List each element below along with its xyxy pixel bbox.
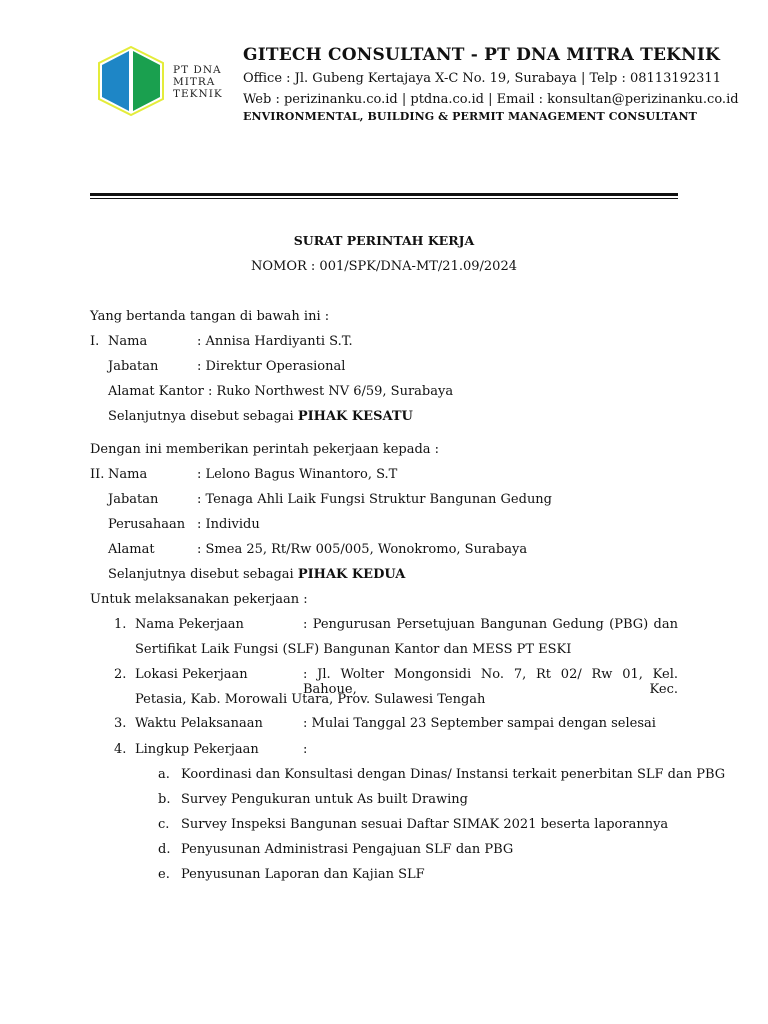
party2-company-label: Perusahaan xyxy=(108,517,186,532)
work-item-label: Lokasi Pekerjaan xyxy=(135,667,248,682)
scope-item-text: Survey Inspeksi Bangunan sesuai Daftar SIMAK 2021 beserta laporannya xyxy=(181,817,669,832)
scope-item-text: Penyusunan Laporan dan Kajian SLF xyxy=(181,867,425,882)
party1-reference xyxy=(108,409,413,424)
company-name: GITECH CONSULTANT - PT DNA MITRA TEKNIK xyxy=(243,45,720,65)
party2-number: II. xyxy=(90,467,105,482)
office-contact: Office : Jl. Gubeng Kertajaya X-C No. 19, Surabaya | Telp : 08113192311 xyxy=(243,71,721,86)
party1-number: I. xyxy=(90,334,100,349)
intro-text: Yang bertanda tangan di bawah ini : xyxy=(90,309,330,324)
scope-item-text: Penyusunan Administrasi Pengajuan SLF dan PBG xyxy=(181,842,514,857)
work-item-value: : Mulai Tanggal 23 September sampai dengan selesai xyxy=(303,716,656,731)
header-divider-thin xyxy=(90,198,678,199)
party1-reference-prefix: Selanjutnya disebut sebagai xyxy=(108,409,298,424)
work-item-value: : Jl. Wolter Mongonsidi No. 7, Rt 02/ Rw 01, Kel. Bahoue, Kec. xyxy=(303,667,678,697)
scope-item-letter: b. xyxy=(158,792,171,807)
work-item-number: 2. xyxy=(114,667,127,682)
party1-reference-name: PIHAK KESATU xyxy=(297,409,413,424)
party2-name-value: : Lelono Bagus Winantoro, S.T xyxy=(197,467,398,482)
party2-name-label: Nama xyxy=(108,467,148,482)
party2-address-label: Alamat xyxy=(108,542,155,557)
logo-text-line: TEKNIK xyxy=(173,88,223,100)
work-item-number: 1. xyxy=(114,617,127,632)
work-item-value: : xyxy=(303,742,308,757)
company-tagline: ENVIRONMENTAL, BUILDING & PERMIT MANAGEMENT CONSULTANT xyxy=(243,110,697,123)
party2-reference xyxy=(108,567,405,582)
party1-position-value: : Direktur Operasional xyxy=(197,359,346,374)
work-item-value-continued: Petasia, Kab. Morowali Utara, Prov. Sulawesi Tengah xyxy=(135,692,486,707)
header-divider xyxy=(90,193,678,196)
work-item-label: Lingkup Pekerjaan xyxy=(135,742,259,757)
work-item-number: 4. xyxy=(114,742,127,757)
party1-address: Alamat Kantor : Ruko Northwest NV 6/59, Surabaya xyxy=(108,384,454,399)
party1-name-value: : Annisa Hardiyanti S.T. xyxy=(197,334,353,349)
work-item-number: 3. xyxy=(114,716,127,731)
scope-item-letter: c. xyxy=(158,817,170,832)
logo-text-line: MITRA xyxy=(173,76,216,88)
company-logo-icon xyxy=(95,45,167,117)
party2-reference-prefix: Selanjutnya disebut sebagai xyxy=(108,567,298,582)
party2-position-value: : Tenaga Ahli Laik Fungsi Struktur Bangunan Gedung xyxy=(197,492,553,507)
party2-address-value: : Smea 25, Rt/Rw 005/005, Wonokromo, Surabaya xyxy=(197,542,528,557)
party1-name-label: Nama xyxy=(108,334,148,349)
work-item-value: : Pengurusan Persetujuan Bangunan Gedung (PBG) dan xyxy=(303,617,678,632)
work-item-label: Waktu Pelaksanaan xyxy=(135,716,263,731)
web-contact: Web : perizinanku.co.id | ptdna.co.id | Email : konsultan@perizinanku.co.id xyxy=(243,92,739,107)
logo-wordmark xyxy=(173,64,223,100)
scope-item-text: Survey Pengukuran untuk As built Drawing xyxy=(181,792,468,807)
logo-text-line: PT DNA xyxy=(173,64,222,76)
scope-item-letter: a. xyxy=(158,767,170,782)
scope-item-letter: e. xyxy=(158,867,170,882)
scope-item-letter: d. xyxy=(158,842,171,857)
document-number: NOMOR : 001/SPK/DNA-MT/21.09/2024 xyxy=(251,259,517,274)
party2-reference-name: PIHAK KEDUA xyxy=(297,567,406,582)
document-title: SURAT PERINTAH KERJA xyxy=(293,233,475,248)
party1-position-label: Jabatan xyxy=(108,359,159,374)
party2-company-value: : Individu xyxy=(197,517,260,532)
scope-item-text: Koordinasi dan Konsultasi dengan Dinas/ Instansi terkait penerbitan SLF dan PBG xyxy=(181,767,726,782)
work-item-label: Nama Pekerjaan xyxy=(135,617,244,632)
work-item-value-continued: Sertifikat Laik Fungsi (SLF) Bangunan Kantor dan MESS PT ESKI xyxy=(135,642,572,657)
party2-position-label: Jabatan xyxy=(108,492,159,507)
mid-intro-text: Dengan ini memberikan perintah pekerjaan kepada : xyxy=(90,442,440,457)
work-intro-text: Untuk melaksanakan pekerjaan : xyxy=(90,592,308,607)
